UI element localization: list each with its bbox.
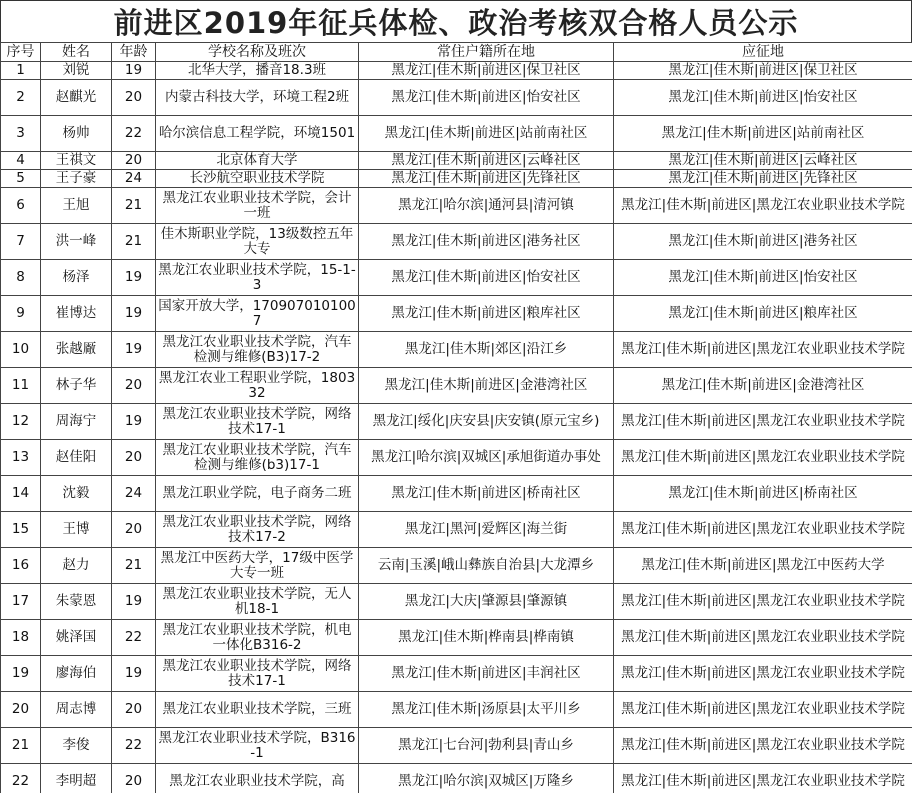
cell-enlistment-place[interactable]: 黑龙江|佳木斯|前进区|黑龙江农业职业技术学院 [614, 620, 912, 656]
cell-registration[interactable]: 黑龙江|佳木斯|前进区|金港湾社区 [359, 368, 614, 404]
cell-age[interactable]: 19 [112, 296, 156, 332]
table-row [1, 584, 912, 620]
header-no[interactable]: 序号 [1, 43, 41, 62]
header-enlistment-place[interactable]: 应征地 [614, 43, 912, 62]
cell-school[interactable]: 黑龙江农业职业技术学院，高 [156, 764, 359, 793]
cell-school[interactable]: 黑龙江农业工程职业学院，180332 [156, 368, 359, 404]
table-row [1, 404, 912, 440]
cell-registration[interactable]: 黑龙江|佳木斯|前进区|保卫社区 [359, 62, 614, 80]
cell-age[interactable]: 22 [112, 116, 156, 152]
header-school[interactable]: 学校名称及班次 [156, 43, 359, 62]
cell-no[interactable]: 14 [1, 476, 41, 512]
cell-no[interactable]: 18 [1, 620, 41, 656]
table-row [1, 296, 912, 332]
cell-age[interactable]: 19 [112, 584, 156, 620]
cell-registration[interactable]: 黑龙江|佳木斯|汤原县|太平川乡 [359, 692, 614, 728]
cell-age[interactable]: 19 [112, 62, 156, 80]
cell-school[interactable]: 黑龙江农业职业技术学院，网络技术17-2 [156, 512, 359, 548]
cell-age[interactable]: 24 [112, 476, 156, 512]
cell-school[interactable]: 佳木斯职业学院，13级数控五年大专 [156, 224, 359, 260]
cell-registration[interactable]: 云南|玉溪|峨山彝族自治县|大龙潭乡 [359, 548, 614, 584]
cell-registration[interactable]: 黑龙江|佳木斯|前进区|怡安社区 [359, 260, 614, 296]
cell-registration[interactable]: 黑龙江|佳木斯|桦南县|桦南镇 [359, 620, 614, 656]
cell-no[interactable]: 20 [1, 692, 41, 728]
cell-school[interactable]: 黑龙江农业职业技术学院，机电一体化B316-2 [156, 620, 359, 656]
cell-name[interactable]: 张越厰 [41, 332, 112, 368]
cell-school[interactable]: 内蒙古科技大学，环境工程2班 [156, 80, 359, 116]
cell-age[interactable]: 21 [112, 224, 156, 260]
cell-age[interactable]: 20 [112, 440, 156, 476]
cell-no[interactable]: 12 [1, 404, 41, 440]
cell-enlistment-place[interactable]: 黑龙江|佳木斯|前进区|黑龙江农业职业技术学院 [614, 332, 912, 368]
cell-no[interactable]: 10 [1, 332, 41, 368]
cell-enlistment-place[interactable]: 黑龙江|佳木斯|前进区|黑龙江农业职业技术学院 [614, 440, 912, 476]
cell-no[interactable]: 22 [1, 764, 41, 793]
cell-enlistment-place[interactable]: 黑龙江|佳木斯|前进区|黑龙江农业职业技术学院 [614, 692, 912, 728]
cell-no[interactable]: 4 [1, 152, 41, 170]
cell-no[interactable]: 2 [1, 80, 41, 116]
cell-registration[interactable]: 黑龙江|佳木斯|前进区|粮库社区 [359, 296, 614, 332]
cell-name[interactable]: 赵麒光 [41, 80, 112, 116]
cell-school[interactable]: 黑龙江农业职业技术学院，15-1-3 [156, 260, 359, 296]
cell-name[interactable]: 杨泽 [41, 260, 112, 296]
table-row [1, 224, 912, 260]
page-title: 前进区2019年征兵体检、政治考核双合格人员公示 [0, 0, 912, 42]
cell-age[interactable]: 24 [112, 170, 156, 188]
table-row [1, 476, 912, 512]
table-row [1, 80, 912, 116]
cell-enlistment-place[interactable]: 黑龙江|佳木斯|前进区|黑龙江农业职业技术学院 [614, 404, 912, 440]
cell-school[interactable]: 黑龙江农业职业技术学院，B316-1 [156, 728, 359, 764]
cell-no[interactable]: 3 [1, 116, 41, 152]
cell-age[interactable]: 20 [112, 80, 156, 116]
cell-age[interactable]: 20 [112, 368, 156, 404]
table-row [1, 188, 912, 224]
cell-age[interactable]: 19 [112, 404, 156, 440]
cell-registration[interactable]: 黑龙江|哈尔滨|通河县|清河镇 [359, 188, 614, 224]
cell-registration[interactable]: 黑龙江|哈尔滨|双城区|承旭街道办事处 [359, 440, 614, 476]
cell-no[interactable]: 5 [1, 170, 41, 188]
table-row [1, 656, 912, 692]
cell-school[interactable]: 黑龙江农业职业技术学院，网络技术17-1 [156, 656, 359, 692]
cell-no[interactable]: 6 [1, 188, 41, 224]
cell-enlistment-place[interactable]: 黑龙江|佳木斯|前进区|黑龙江农业职业技术学院 [614, 728, 912, 764]
cell-name[interactable]: 王博 [41, 512, 112, 548]
cell-registration[interactable]: 黑龙江|绥化|庆安县|庆安镇(原元宝乡) [359, 404, 614, 440]
cell-no[interactable]: 17 [1, 584, 41, 620]
cell-name[interactable]: 刘锐 [41, 62, 112, 80]
cell-age[interactable]: 20 [112, 512, 156, 548]
cell-registration[interactable]: 黑龙江|佳木斯|前进区|云峰社区 [359, 152, 614, 170]
cell-school[interactable]: 黑龙江农业职业技术学院，无人机18-1 [156, 584, 359, 620]
cell-school[interactable]: 黑龙江农业职业技术学院，三班 [156, 692, 359, 728]
cell-registration[interactable]: 黑龙江|佳木斯|郊区|沿江乡 [359, 332, 614, 368]
table-row [1, 152, 912, 170]
cell-school[interactable]: 黑龙江农业职业技术学院，汽车检测与维修(b3)17-1 [156, 440, 359, 476]
cell-name[interactable]: 洪一峰 [41, 224, 112, 260]
cell-age[interactable]: 19 [112, 656, 156, 692]
cell-enlistment-place[interactable]: 黑龙江|佳木斯|前进区|黑龙江农业职业技术学院 [614, 188, 912, 224]
cell-registration[interactable]: 黑龙江|佳木斯|前进区|站前南社区 [359, 116, 614, 152]
cell-school[interactable]: 黑龙江农业职业技术学院，会计一班 [156, 188, 359, 224]
cell-name[interactable]: 李明超 [41, 764, 112, 793]
cell-name[interactable]: 崔博达 [41, 296, 112, 332]
cell-school[interactable]: 北京体育大学 [156, 152, 359, 170]
cell-registration[interactable]: 黑龙江|佳木斯|前进区|丰润社区 [359, 656, 614, 692]
cell-name[interactable]: 王旭 [41, 188, 112, 224]
table-row [1, 332, 912, 368]
cell-name[interactable]: 王祺文 [41, 152, 112, 170]
cell-name[interactable]: 杨帅 [41, 116, 112, 152]
cell-no[interactable]: 7 [1, 224, 41, 260]
table-row [1, 728, 912, 764]
cell-name[interactable]: 王子豪 [41, 170, 112, 188]
table-row [1, 440, 912, 476]
cell-registration[interactable]: 黑龙江|佳木斯|前进区|怡安社区 [359, 80, 614, 116]
cell-school[interactable]: 黑龙江职业学院，电子商务二班 [156, 476, 359, 512]
table-header-row [1, 43, 912, 62]
header-registration[interactable]: 常住户籍所在地 [359, 43, 614, 62]
cell-registration[interactable]: 黑龙江|佳木斯|前进区|先锋社区 [359, 170, 614, 188]
cell-enlistment-place[interactable]: 黑龙江|佳木斯|前进区|先锋社区 [614, 170, 912, 188]
cell-no[interactable]: 16 [1, 548, 41, 584]
cell-no[interactable]: 21 [1, 728, 41, 764]
cell-enlistment-place[interactable]: 黑龙江|佳木斯|前进区|黑龙江农业职业技术学院 [614, 764, 912, 793]
cell-enlistment-place[interactable]: 黑龙江|佳木斯|前进区|保卫社区 [614, 62, 912, 80]
header-name[interactable]: 姓名 [41, 43, 112, 62]
cell-name[interactable]: 朱蒙恩 [41, 584, 112, 620]
table-row [1, 764, 912, 793]
table-row [1, 116, 912, 152]
cell-school[interactable]: 国家开放大学，1709070101007 [156, 296, 359, 332]
table-row [1, 620, 912, 656]
cell-age[interactable]: 21 [112, 548, 156, 584]
cell-no[interactable]: 9 [1, 296, 41, 332]
table-row [1, 260, 912, 296]
cell-enlistment-place[interactable]: 黑龙江|佳木斯|前进区|站前南社区 [614, 116, 912, 152]
cell-registration[interactable]: 黑龙江|大庆|肇源县|肇源镇 [359, 584, 614, 620]
cell-name[interactable]: 廖海伯 [41, 656, 112, 692]
cell-school[interactable]: 哈尔滨信息工程学院，环境1501 [156, 116, 359, 152]
cell-age[interactable]: 19 [112, 260, 156, 296]
table-row [1, 512, 912, 548]
cell-age[interactable]: 22 [112, 728, 156, 764]
cell-no[interactable]: 8 [1, 260, 41, 296]
cell-registration[interactable]: 黑龙江|佳木斯|前进区|桥南社区 [359, 476, 614, 512]
cell-enlistment-place[interactable]: 黑龙江|佳木斯|前进区|金港湾社区 [614, 368, 912, 404]
cell-age[interactable]: 20 [112, 152, 156, 170]
cell-name[interactable]: 周志博 [41, 692, 112, 728]
cell-registration[interactable]: 黑龙江|七台河|勃利县|青山乡 [359, 728, 614, 764]
cell-enlistment-place[interactable]: 黑龙江|佳木斯|前进区|桥南社区 [614, 476, 912, 512]
cell-registration[interactable]: 黑龙江|哈尔滨|双城区|万隆乡 [359, 764, 614, 793]
cell-name[interactable]: 赵力 [41, 548, 112, 584]
candidates-table [0, 42, 912, 793]
cell-enlistment-place[interactable]: 黑龙江|佳木斯|前进区|黑龙江中医药大学 [614, 548, 912, 584]
cell-no[interactable]: 1 [1, 62, 41, 80]
cell-school[interactable]: 长沙航空职业技术学院 [156, 170, 359, 188]
cell-age[interactable]: 19 [112, 332, 156, 368]
table-row [1, 692, 912, 728]
table-row [1, 170, 912, 188]
cell-name[interactable]: 赵佳阳 [41, 440, 112, 476]
cell-enlistment-place[interactable]: 黑龙江|佳木斯|前进区|怡安社区 [614, 80, 912, 116]
cell-age[interactable]: 20 [112, 764, 156, 793]
cell-name[interactable]: 周海宁 [41, 404, 112, 440]
table-row [1, 62, 912, 80]
cell-enlistment-place[interactable]: 黑龙江|佳木斯|前进区|怡安社区 [614, 260, 912, 296]
cell-name[interactable]: 李俊 [41, 728, 112, 764]
header-age[interactable]: 年龄 [112, 43, 156, 62]
cell-enlistment-place[interactable]: 黑龙江|佳木斯|前进区|黑龙江农业职业技术学院 [614, 584, 912, 620]
cell-name[interactable]: 沈毅 [41, 476, 112, 512]
table-row [1, 548, 912, 584]
cell-age[interactable]: 22 [112, 620, 156, 656]
cell-no[interactable]: 13 [1, 440, 41, 476]
cell-registration[interactable]: 黑龙江|佳木斯|前进区|港务社区 [359, 224, 614, 260]
table-row [1, 368, 912, 404]
cell-school[interactable]: 黑龙江中医药大学，17级中医学大专一班 [156, 548, 359, 584]
cell-no[interactable]: 19 [1, 656, 41, 692]
cell-enlistment-place[interactable]: 黑龙江|佳木斯|前进区|黑龙江农业职业技术学院 [614, 512, 912, 548]
cell-name[interactable]: 姚泽国 [41, 620, 112, 656]
cell-no[interactable]: 11 [1, 368, 41, 404]
cell-school[interactable]: 黑龙江农业职业技术学院，网络技术17-1 [156, 404, 359, 440]
cell-school[interactable]: 北华大学，播音18.3班 [156, 62, 359, 80]
cell-age[interactable]: 21 [112, 188, 156, 224]
cell-enlistment-place[interactable]: 黑龙江|佳木斯|前进区|粮库社区 [614, 296, 912, 332]
cell-school[interactable]: 黑龙江农业职业技术学院，汽车检测与维修(B3)17-2 [156, 332, 359, 368]
cell-age[interactable]: 20 [112, 692, 156, 728]
cell-name[interactable]: 林子华 [41, 368, 112, 404]
cell-no[interactable]: 15 [1, 512, 41, 548]
cell-enlistment-place[interactable]: 黑龙江|佳木斯|前进区|云峰社区 [614, 152, 912, 170]
cell-enlistment-place[interactable]: 黑龙江|佳木斯|前进区|港务社区 [614, 224, 912, 260]
cell-enlistment-place[interactable]: 黑龙江|佳木斯|前进区|黑龙江农业职业技术学院 [614, 656, 912, 692]
cell-registration[interactable]: 黑龙江|黑河|爱辉区|海兰街 [359, 512, 614, 548]
